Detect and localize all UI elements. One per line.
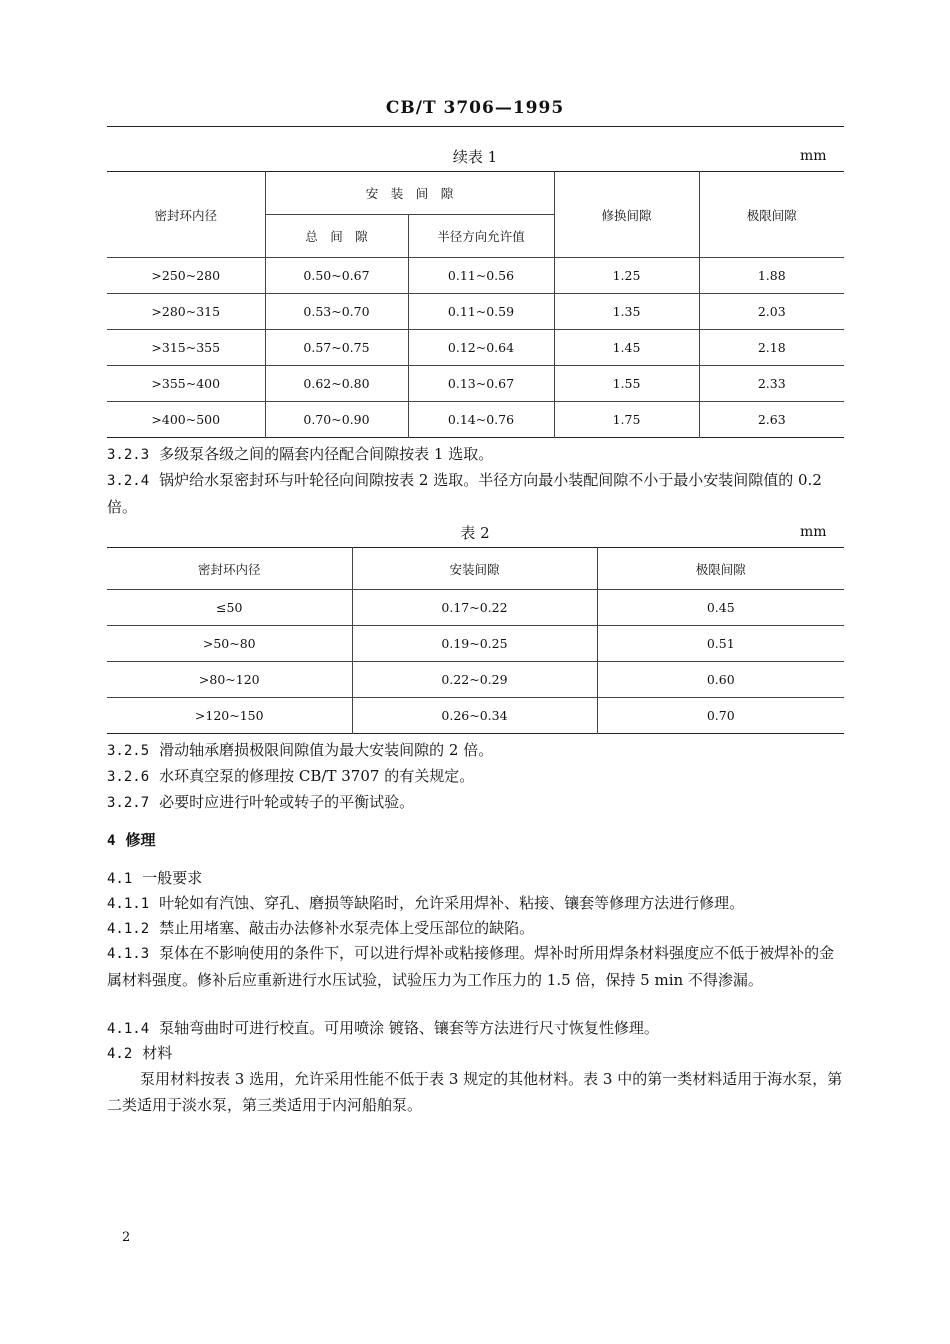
table2-header-install: 安装间隙 (352, 548, 597, 590)
table2-cell: 0.22~0.29 (352, 662, 597, 698)
paragraph-3-2-4: 3.2.4 锅炉给水泵密封环与叶轮径向间隙按表 2 选取。半径方向最小装配间隙不小于最小安装间隙值的 0.2 倍。 (107, 471, 822, 516)
paragraph-4-1-3: 4.1.3 泵体在不影响使用的条件下，可以进行焊补或粘接修理。焊补时所用焊条材料强度应不低于被焊补的金属材料强度。修补后应重新进行水压试验，试验压力为工作压力的 1.5 倍，保持 5 min 不得渗漏。 (107, 944, 835, 989)
table-row (107, 294, 844, 330)
table1-cell: >400~500 (107, 402, 265, 438)
table-row (107, 258, 844, 294)
table2-caption: 表 2 (460, 524, 490, 542)
paragraph-4-1-2: 4.1.2 禁止用堵塞、敲击办法修补水泵壳体上受压部位的缺陷。 (107, 919, 535, 937)
table-row (107, 330, 844, 366)
table-row (107, 402, 844, 438)
table1-cell: 2.63 (699, 402, 844, 438)
table1-header-limit: 极限间隙 (699, 172, 844, 258)
table1-unit: mm (800, 148, 827, 164)
table1-cell: 1.88 (699, 258, 844, 294)
table1-cell: 0.57~0.75 (265, 330, 408, 366)
table2-cell: ≤50 (107, 590, 352, 626)
table1-cell: 0.14~0.76 (408, 402, 554, 438)
table1-cell: 0.53~0.70 (265, 294, 408, 330)
table2-cell: 0.45 (597, 590, 844, 626)
table1-cell: >250~280 (107, 258, 265, 294)
table1-caption: 续表 1 (452, 148, 498, 166)
table1-cell: 1.55 (554, 366, 699, 402)
table1-cell: 0.50~0.67 (265, 258, 408, 294)
table1-cell: >355~400 (107, 366, 265, 402)
paragraph-4-2: 泵用材料按表 3 选用，允许采用性能不低于表 3 规定的其他材料。表 3 中的第一类材料适用于海水泵，第二类适用于淡水泵，第三类适用于内河船舶泵。 (107, 1070, 843, 1114)
table2-header-limit: 极限间隙 (597, 548, 844, 590)
table1-header-install: 安 装 间 隙 (265, 172, 554, 215)
table1-cell: 1.25 (554, 258, 699, 294)
table1-cell: 0.70~0.90 (265, 402, 408, 438)
table1-cell: 0.11~0.56 (408, 258, 554, 294)
table-row (107, 662, 844, 698)
table2-cell: 0.70 (597, 698, 844, 734)
table1-cell: >315~355 (107, 330, 265, 366)
table1-cell: 1.75 (554, 402, 699, 438)
paragraph-3-2-3: 3.2.3 多级泵各级之间的隔套内径配合间隙按表 1 选取。 (107, 445, 494, 463)
paragraph-3-2-7: 3.2.7 必要时应进行叶轮或转子的平衡试验。 (107, 793, 415, 811)
table1-cell: 1.45 (554, 330, 699, 366)
table1-cell: 1.35 (554, 294, 699, 330)
paragraph-3-2-5: 3.2.5 滑动轴承磨损极限间隙值为最大安装间隙的 2 倍。 (107, 741, 494, 759)
table1-cell: 0.62~0.80 (265, 366, 408, 402)
section-4-1-heading: 4.1 一般要求 (107, 869, 203, 887)
table1-cell: 0.12~0.64 (408, 330, 554, 366)
table2-cell: 0.51 (597, 626, 844, 662)
page-number: 2 (122, 1230, 131, 1245)
table1 (107, 171, 844, 438)
table2-cell: >120~150 (107, 698, 352, 734)
paragraph-3-2-6: 3.2.6 水环真空泵的修理按 CB/T 3707 的有关规定。 (107, 767, 475, 785)
table1-cell: 0.13~0.67 (408, 366, 554, 402)
section-4-heading: 4 修理 (107, 831, 156, 849)
table1-cell: 2.18 (699, 330, 844, 366)
table2-cell: 0.19~0.25 (352, 626, 597, 662)
table-row (107, 590, 844, 626)
section-4-2-heading: 4.2 材料 (107, 1044, 173, 1062)
table-row (107, 698, 844, 734)
document-header: CB/T 3706—1995 (385, 98, 565, 118)
table2-header-inner: 密封环内径 (107, 548, 352, 590)
table1-header-inner: 密封环内径 (107, 172, 265, 258)
table2-cell: 0.26~0.34 (352, 698, 597, 734)
table2-unit: mm (800, 524, 827, 540)
table1-cell: 0.11~0.59 (408, 294, 554, 330)
table2-cell: 0.60 (597, 662, 844, 698)
table1-cell: >280~315 (107, 294, 265, 330)
table1-cell: 2.03 (699, 294, 844, 330)
paragraph-4-1-1: 4.1.1 叶轮如有汽蚀、穿孔、磨损等缺陷时，允许采用焊补、粘接、镶套等修理方法进行修理。 (107, 894, 745, 912)
paragraph-4-1-4: 4.1.4 泵轴弯曲时可进行校直。可用喷涂 镀铬、镶套等方法进行尺寸恢复性修理。 (107, 1019, 659, 1037)
table-row (107, 366, 844, 402)
table2-cell: 0.17~0.22 (352, 590, 597, 626)
table1-header-radial: 半径方向允许值 (408, 215, 554, 258)
header-rule (107, 126, 844, 127)
table1-cell: 2.33 (699, 366, 844, 402)
table-row (107, 626, 844, 662)
table2-cell: >50~80 (107, 626, 352, 662)
table2-cell: >80~120 (107, 662, 352, 698)
table2 (107, 547, 844, 734)
table1-header-total: 总 间 隙 (265, 215, 408, 258)
table1-header-replace: 修换间隙 (554, 172, 699, 258)
